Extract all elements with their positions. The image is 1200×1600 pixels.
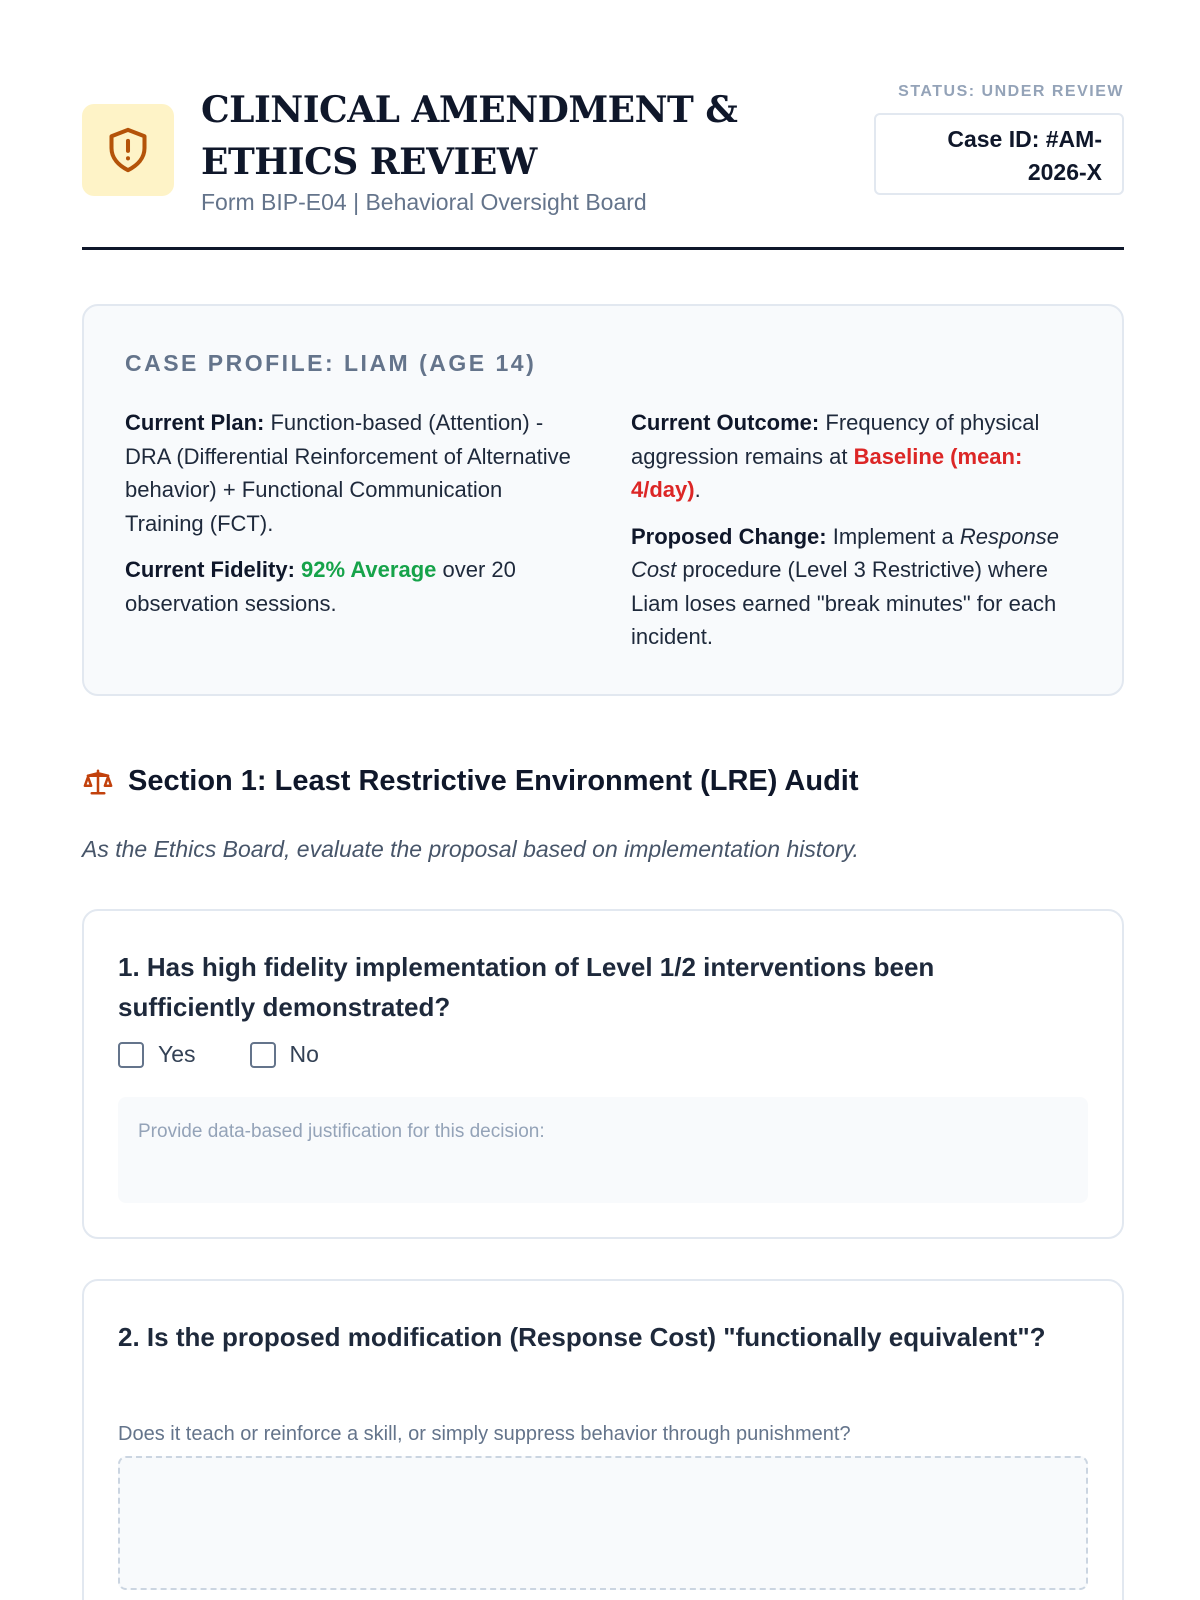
shield-alert-icon (106, 126, 150, 174)
section-1-heading (82, 765, 859, 798)
proposed-change-text: procedure (Level 3 Restrictive) where Liam loses earned "break minutes" for each incident. (631, 557, 1057, 649)
scale-icon (82, 767, 114, 797)
question-1-title: 1. Has high fidelity implementation of Level 1/2 interventions been sufficiently demonstrated? (118, 952, 935, 1022)
question-2-card (82, 1279, 1124, 1600)
current-plan-text: Function-based (Attention) - DRA (Differential Reinforcement of Alternative behavior) + Functional Communication Training (FCT). (125, 410, 571, 536)
question-2-answer-area[interactable] (118, 1456, 1088, 1590)
proposed-change-pre: Implement a (832, 523, 954, 549)
profile-right-column (631, 406, 1091, 667)
current-plan-label: Current Plan: (125, 410, 265, 435)
yes-label: Yes (158, 1041, 196, 1067)
question-1-card (82, 909, 1124, 1239)
case-profile-card (82, 304, 1124, 696)
section-1-title: Section 1: Least Restrictive Environment (LRE) Audit (128, 765, 859, 797)
proposed-change (631, 520, 1091, 654)
page (82, 0, 1124, 1445)
case-id-box: Case ID: #AM-2026-X (874, 113, 1124, 195)
current-fidelity (125, 553, 585, 620)
question-2-title: 2. Is the proposed modification (Response Cost) "functionally equivalent"? (118, 1322, 1046, 1352)
current-outcome-text: Frequency of physical aggression remains at (631, 410, 1040, 469)
current-fidelity-value: 92% Average (301, 557, 437, 582)
proposed-change-label: Proposed Change: (631, 523, 827, 549)
justification-textarea[interactable]: Provide data-based justification for this decision: (118, 1097, 1088, 1203)
current-outcome-value: Baseline (mean: 4/day) (631, 443, 1023, 502)
yes-checkbox[interactable] (118, 1042, 144, 1068)
form-header (82, 0, 1124, 250)
form-subtitle: Form BIP-E04 | Behavioral Oversight Board (201, 189, 647, 215)
current-fidelity-text: over 20 observation sessions. (125, 557, 516, 616)
question-2-hint: Does it teach or reinforce a skill, or simply suppress behavior through punishment? (118, 1423, 851, 1445)
current-outcome-end: . (694, 477, 701, 502)
question-1-options (118, 1041, 373, 1068)
current-outcome-label: Current Outcome: (631, 410, 820, 435)
current-outcome (631, 406, 1091, 507)
case-profile-heading: CASE PROFILE: LIAM (AGE 14) (125, 350, 537, 376)
option-yes[interactable] (118, 1041, 196, 1068)
option-no[interactable] (250, 1041, 319, 1068)
logo-badge (82, 104, 174, 196)
current-plan (125, 406, 585, 540)
no-checkbox[interactable] (250, 1042, 276, 1068)
current-fidelity-label: Current Fidelity: (125, 557, 295, 582)
page-title: CLINICAL AMENDMENT & ETHICS REVIEW (201, 89, 738, 183)
profile-left-column (125, 406, 585, 633)
status-badge: STATUS: UNDER REVIEW (898, 83, 1124, 100)
no-label: No (289, 1041, 319, 1067)
proposed-change-emphasis: Response Cost (631, 523, 1059, 582)
section-1-description: As the Ethics Board, evaluate the proposal based on implementation history. (82, 836, 859, 862)
